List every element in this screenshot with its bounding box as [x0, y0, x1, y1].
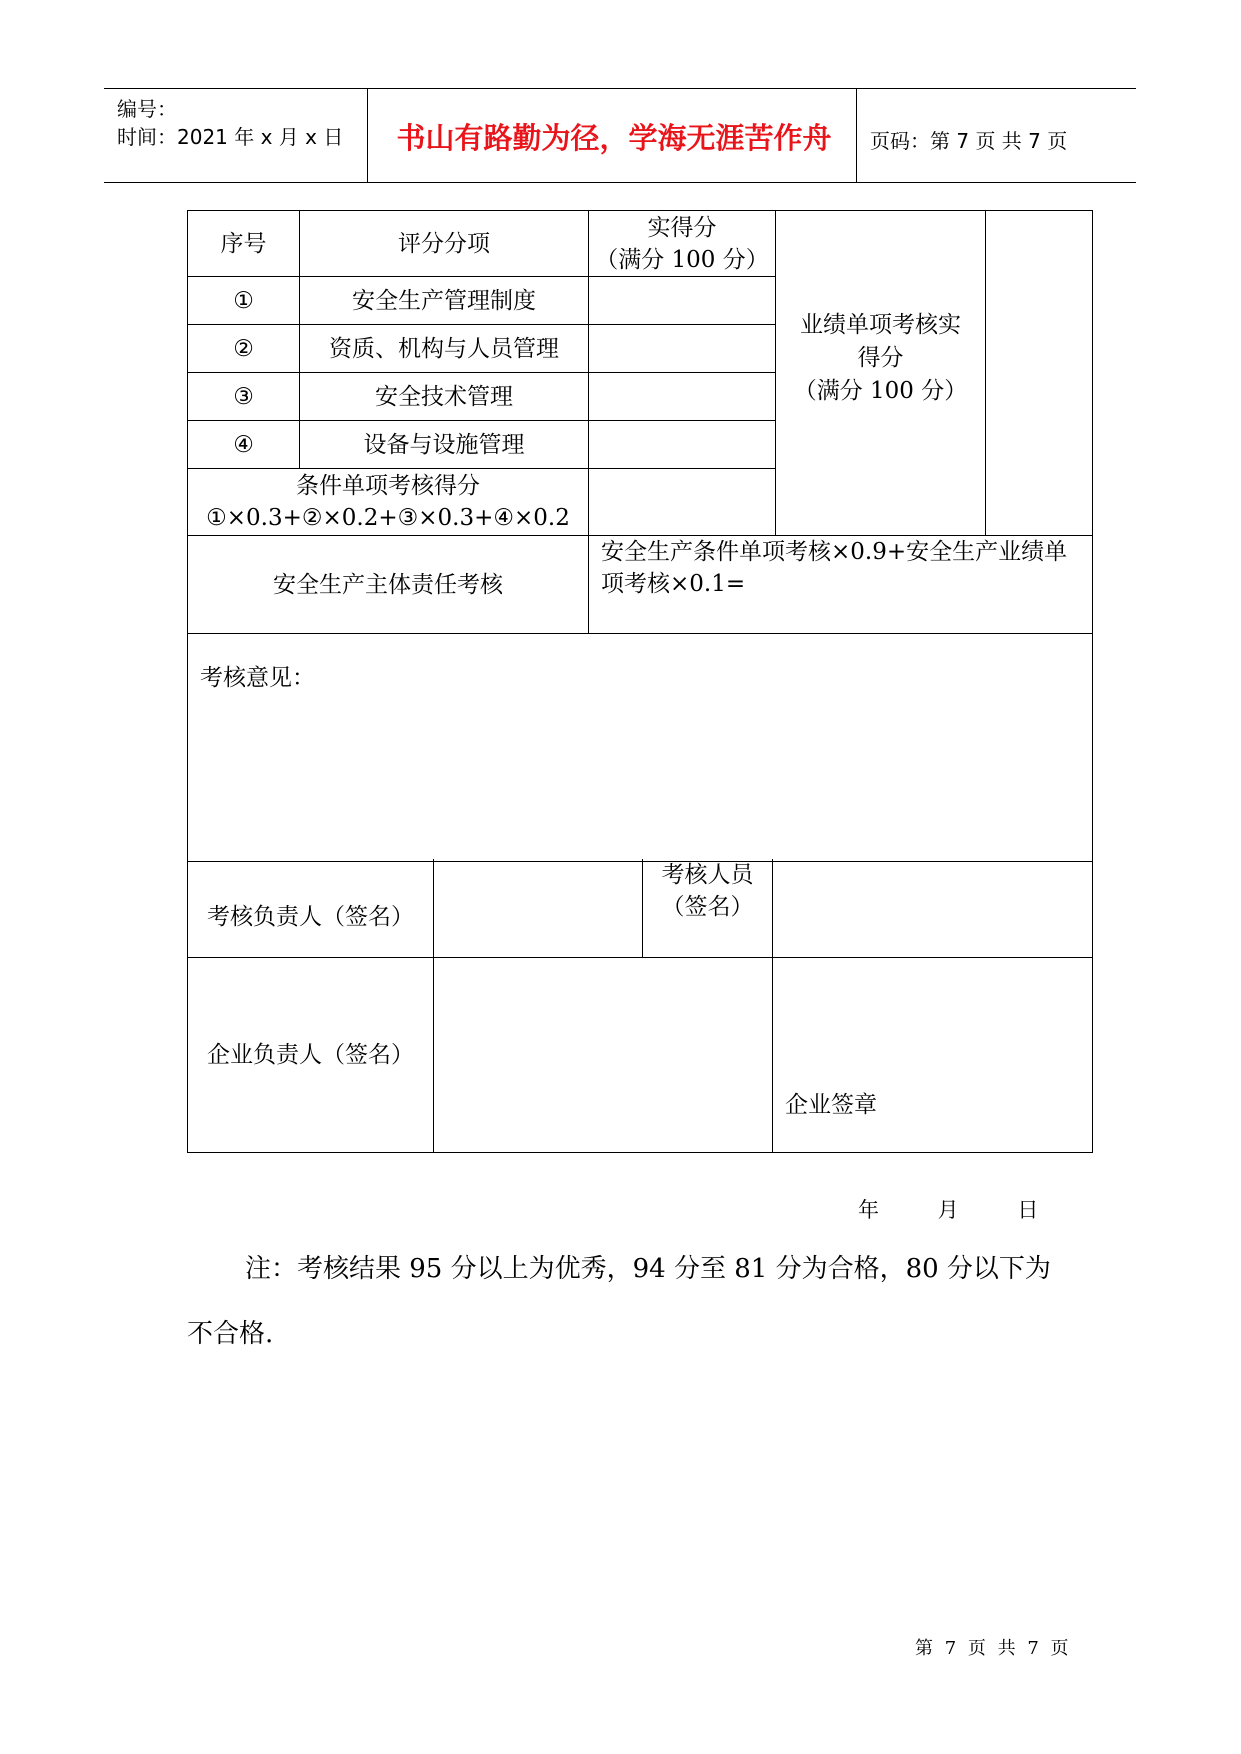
table-header-row — [188, 211, 1093, 277]
col-header-score-line2: （满分 100 分） — [595, 246, 769, 273]
row-item: 安全生产管理制度 — [300, 277, 589, 325]
performance-label-line1: 业绩单项考核实 — [800, 311, 961, 338]
opinion-label: 考核意见： — [200, 665, 315, 691]
row-score[interactable] — [589, 277, 776, 325]
header-divider-left — [367, 88, 368, 183]
row-item: 资质、机构与人员管理 — [300, 325, 589, 373]
header-page-label: 页码：第 7 页 共 7 页 — [870, 129, 1068, 153]
reviewer-lead-signature[interactable] — [434, 859, 643, 957]
col-header-index: 序号 — [188, 211, 300, 277]
header-motto: 书山有路勤为径，学海无涯苦作舟 — [396, 121, 832, 155]
reviewer-staff-label — [643, 859, 773, 957]
performance-label-line2: 得分 — [857, 344, 904, 371]
reviewer-staff-line1: 考核人员 — [661, 862, 754, 888]
opinion-cell[interactable] — [188, 634, 1093, 862]
row-score[interactable] — [589, 421, 776, 469]
row-score[interactable] — [589, 325, 776, 373]
footer-page-number: 第 7 页 共 7 页 — [915, 1638, 1069, 1659]
enterprise-seal-cell[interactable] — [773, 957, 1093, 1152]
reviewer-staff-signature[interactable] — [773, 859, 1093, 957]
main-responsibility-label: 安全生产主体责任考核 — [188, 536, 589, 634]
reviewer-lead-label: 考核负责人（签名） — [188, 859, 434, 957]
header-bottom-rule — [104, 182, 1136, 183]
header-id-label: 编号： — [117, 97, 177, 121]
enterprise-lead-signature[interactable] — [434, 957, 773, 1152]
col-header-item: 评分分项 — [300, 211, 589, 277]
main-responsibility-formula: 安全生产条件单项考核×0.9+安全生产业绩单项考核×0.1= — [589, 536, 1093, 634]
col-header-score-line1: 实得分 — [647, 214, 717, 241]
reviewer-staff-line2: （签名） — [661, 894, 754, 920]
row-item: 设备与设施管理 — [300, 421, 589, 469]
row-score[interactable] — [589, 373, 776, 421]
condition-label-line1: 条件单项考核得分 — [296, 473, 480, 499]
enterprise-row — [188, 957, 1093, 1152]
header-top-rule — [104, 88, 1136, 89]
condition-score-label — [188, 469, 589, 536]
date-line: 年 月 日 — [858, 1198, 1039, 1222]
row-index: ② — [188, 325, 300, 373]
row-item: 安全技术管理 — [300, 373, 589, 421]
opinion-row — [188, 634, 1093, 862]
enterprise-lead-label: 企业负责人（签名） — [188, 957, 434, 1152]
condition-label-line2: ①×0.3+②×0.2+③×0.3+④×0.2 — [206, 505, 570, 531]
reviewer-row — [188, 859, 1093, 957]
assessment-table — [187, 210, 1093, 862]
performance-score-cell — [776, 211, 986, 536]
performance-label-line3: （满分 100 分） — [793, 377, 968, 404]
performance-score-value[interactable] — [986, 211, 1093, 536]
row-index: ① — [188, 277, 300, 325]
row-index: ③ — [188, 373, 300, 421]
header-divider-right — [856, 88, 857, 183]
row-index: ④ — [188, 421, 300, 469]
main-responsibility-row — [188, 536, 1093, 634]
enterprise-seal-label: 企业签章 — [785, 1091, 877, 1118]
assessment-note: 注：考核结果 95 分以上为优秀，94 分至 81 分为合格，80 分以下为不合格. — [187, 1254, 1051, 1349]
col-header-score — [589, 211, 776, 277]
condition-score-value[interactable] — [589, 469, 776, 536]
signature-table — [187, 859, 1093, 1153]
header-time-label: 时间：2021 年 x 月 x 日 — [117, 125, 344, 149]
